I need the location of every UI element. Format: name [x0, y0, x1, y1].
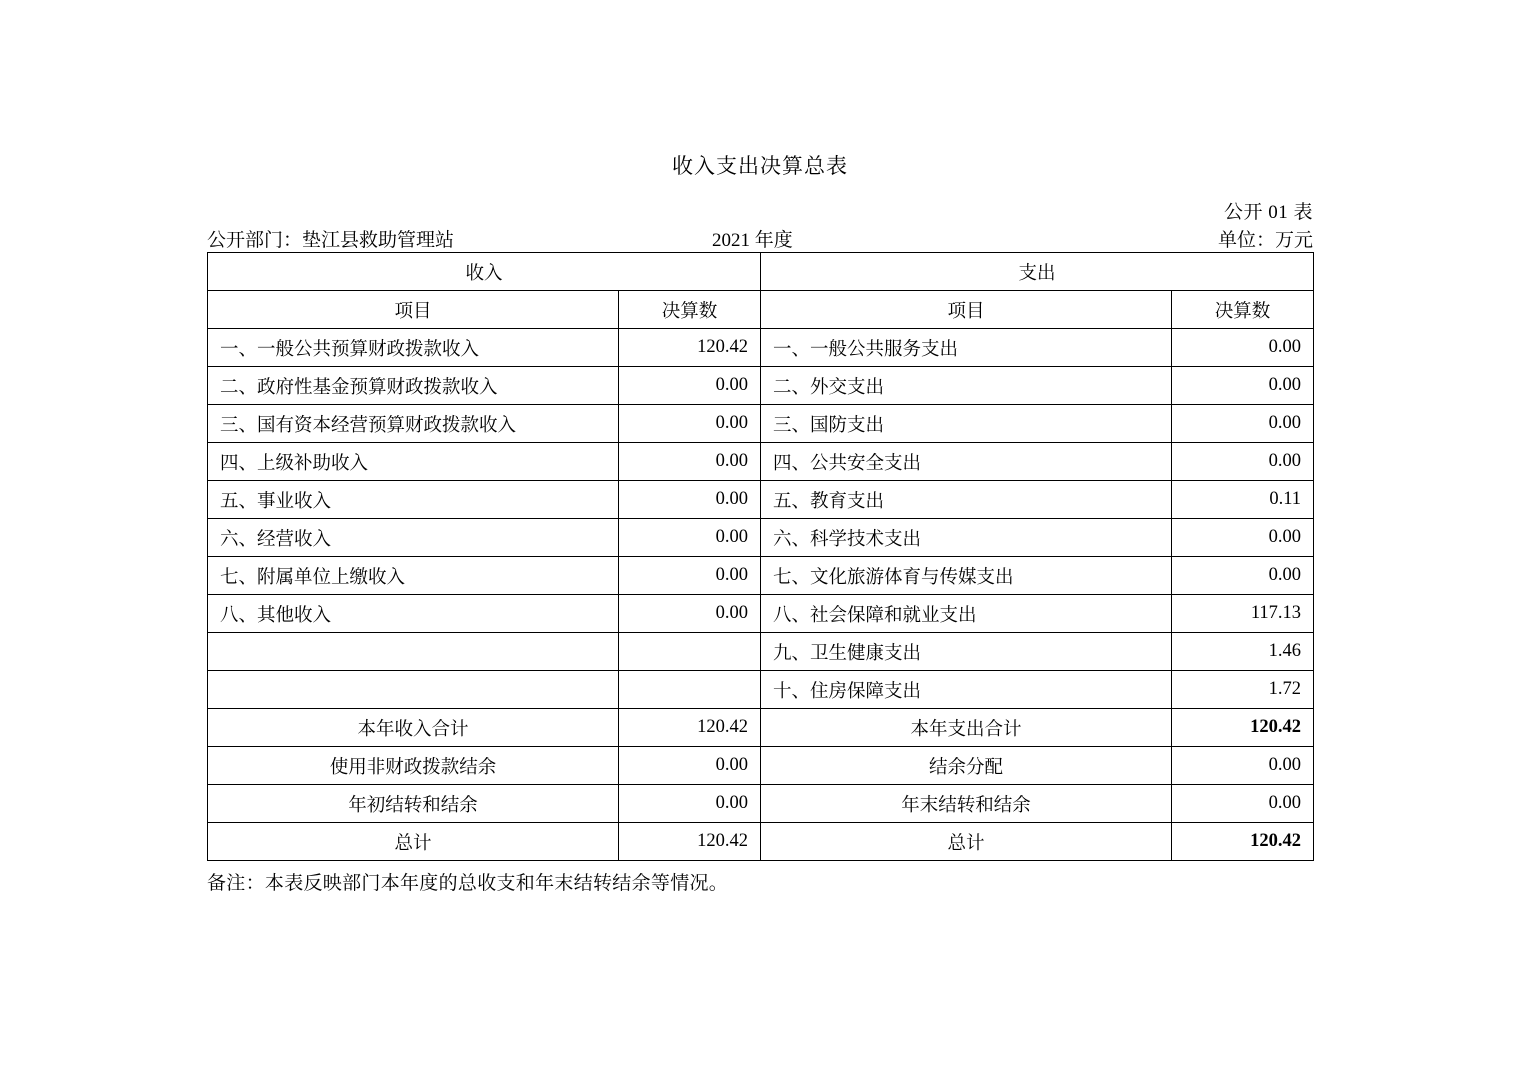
income-summary-item: 本年收入合计 [208, 709, 619, 747]
income-item: 一、一般公共预算财政拨款收入 [208, 329, 619, 367]
fiscal-year-label: 2021 年度 [712, 230, 793, 251]
table-row [208, 405, 1314, 443]
income-summary-value: 120.42 [619, 709, 761, 747]
table-row [208, 367, 1314, 405]
expense-item: 一、一般公共服务支出 [761, 329, 1172, 367]
income-item: 八、其他收入 [208, 595, 619, 633]
expense-value: 117.13 [1172, 595, 1314, 633]
expense-summary-value: 120.42 [1172, 709, 1314, 747]
expense-item: 三、国防支出 [761, 405, 1172, 443]
expense-summary-value: 0.00 [1172, 785, 1314, 823]
income-value: 0.00 [619, 557, 761, 595]
income-value: 120.42 [619, 329, 761, 367]
table-summary-row [208, 785, 1314, 823]
income-item: 三、国有资本经营预算财政拨款收入 [208, 405, 619, 443]
expense-item: 四、公共安全支出 [761, 443, 1172, 481]
expense-item: 七、文化旅游体育与传媒支出 [761, 557, 1172, 595]
expense-summary-item: 本年支出合计 [761, 709, 1172, 747]
table-row [208, 519, 1314, 557]
expense-value: 0.00 [1172, 443, 1314, 481]
income-value [619, 633, 761, 671]
document-meta [207, 225, 1313, 249]
expense-summary-item: 结余分配 [761, 747, 1172, 785]
income-total-value: 120.42 [619, 823, 761, 861]
table-summary-row [208, 709, 1314, 747]
income-item: 五、事业收入 [208, 481, 619, 519]
currency-unit-label: 单位：万元 [1217, 230, 1313, 251]
table-row [208, 671, 1314, 709]
income-summary-item: 使用非财政拨款结余 [208, 747, 619, 785]
income-summary-value: 0.00 [619, 747, 761, 785]
department-label: 公开部门：垫江县救助管理站 [207, 230, 455, 251]
table-section-header-row [208, 253, 1314, 291]
income-summary-value: 0.00 [619, 785, 761, 823]
expense-value: 0.00 [1172, 367, 1314, 405]
expense-total-value: 120.42 [1172, 823, 1314, 861]
table-row [208, 557, 1314, 595]
income-value: 0.00 [619, 595, 761, 633]
income-item [208, 671, 619, 709]
column-header-income-item: 项目 [208, 291, 619, 329]
income-item [208, 633, 619, 671]
income-item: 六、经营收入 [208, 519, 619, 557]
expense-item: 九、卫生健康支出 [761, 633, 1172, 671]
table-row [208, 329, 1314, 367]
table-row [208, 443, 1314, 481]
expense-summary-item: 年末结转和结余 [761, 785, 1172, 823]
expense-value: 0.00 [1172, 519, 1314, 557]
expense-item: 五、教育支出 [761, 481, 1172, 519]
expense-value: 0.00 [1172, 329, 1314, 367]
expense-value: 0.00 [1172, 405, 1314, 443]
expense-value: 0.00 [1172, 557, 1314, 595]
expense-item: 十、住房保障支出 [761, 671, 1172, 709]
income-value: 0.00 [619, 443, 761, 481]
column-header-income-value: 决算数 [619, 291, 761, 329]
section-header-expense: 支出 [761, 253, 1314, 291]
column-header-expense-value: 决算数 [1172, 291, 1314, 329]
table-note: 备注：本表反映部门本年度的总收支和年末结转结余等情况。 [207, 873, 729, 894]
income-item: 二、政府性基金预算财政拨款收入 [208, 367, 619, 405]
income-value: 0.00 [619, 481, 761, 519]
table-column-header-row [208, 291, 1314, 329]
table-row [208, 481, 1314, 519]
income-value [619, 671, 761, 709]
income-value: 0.00 [619, 405, 761, 443]
table-row [208, 633, 1314, 671]
expense-total-item: 总计 [761, 823, 1172, 861]
income-item: 四、上级补助收入 [208, 443, 619, 481]
income-item: 七、附属单位上缴收入 [208, 557, 619, 595]
expense-value: 1.46 [1172, 633, 1314, 671]
table-row [208, 595, 1314, 633]
column-header-expense-item: 项目 [761, 291, 1172, 329]
income-value: 0.00 [619, 519, 761, 557]
expense-value: 1.72 [1172, 671, 1314, 709]
table-summary-row [208, 747, 1314, 785]
expense-value: 0.11 [1172, 481, 1314, 519]
expense-item: 二、外交支出 [761, 367, 1172, 405]
income-summary-item: 年初结转和结余 [208, 785, 619, 823]
income-value: 0.00 [619, 367, 761, 405]
section-header-income: 收入 [208, 253, 761, 291]
budget-summary-table [207, 252, 1314, 861]
form-code-label: 公开 01 表 [1223, 202, 1313, 223]
page-title: 收入支出决算总表 [672, 154, 848, 178]
income-total-item: 总计 [208, 823, 619, 861]
expense-summary-value: 0.00 [1172, 747, 1314, 785]
expense-item: 八、社会保障和就业支出 [761, 595, 1172, 633]
expense-item: 六、科学技术支出 [761, 519, 1172, 557]
table-total-row [208, 823, 1314, 861]
